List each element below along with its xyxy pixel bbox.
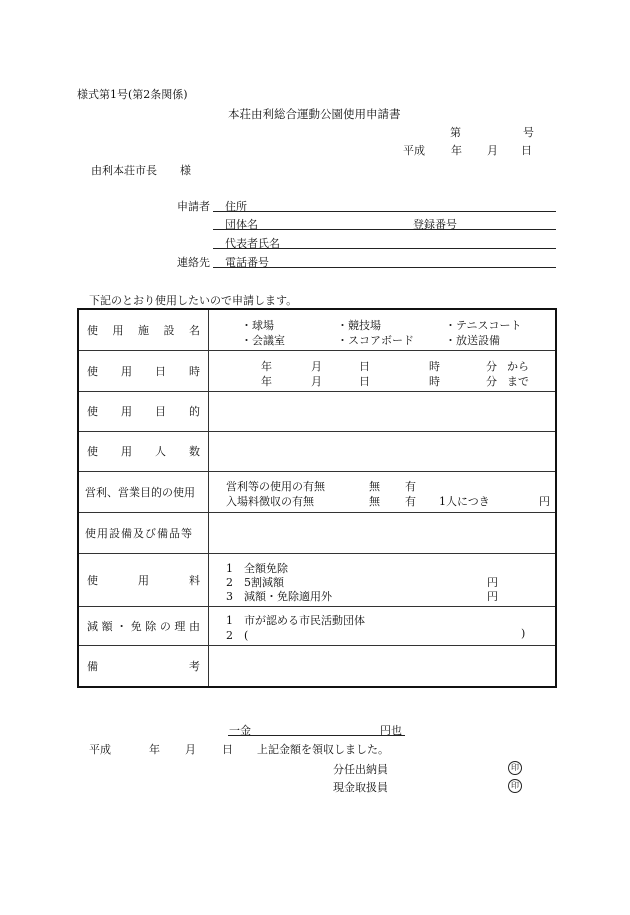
label-char: 施	[138, 323, 149, 337]
from-day: 日	[359, 360, 370, 373]
commercial-none-2[interactable]: 無	[369, 495, 380, 508]
fee-option-half[interactable]: 2 5割減額	[226, 576, 284, 589]
date-day: 日	[521, 144, 532, 157]
fee-na-yen: 円	[487, 590, 498, 603]
receipt-month: 月	[185, 743, 196, 756]
fee-label-cell	[78, 553, 209, 606]
commercial-label: 営利、営業目的の使用	[85, 485, 195, 499]
people-label-cell	[78, 431, 209, 471]
label-char: 使	[87, 323, 98, 337]
label-char: 由	[188, 619, 200, 633]
seal-mark-2: 印	[508, 779, 522, 793]
amount-suffix: 円也	[380, 724, 402, 737]
to-month: 月	[311, 375, 322, 388]
row-purpose	[78, 391, 556, 431]
document-title: 本荘由利総合運動公園使用申請書	[228, 107, 401, 121]
amount-underline	[228, 735, 405, 736]
facility-option-meeting-room[interactable]: ・会議室	[241, 334, 285, 348]
row-reason	[78, 606, 556, 645]
contact-label: 連絡先	[177, 256, 210, 269]
from-month: 月	[311, 360, 322, 373]
registration-number-label: 登録番号	[413, 218, 457, 231]
facility-option-ballpark[interactable]: ・球場	[241, 319, 274, 333]
facility-option-stadium[interactable]: ・競技場	[337, 319, 381, 333]
datetime-label-cell	[78, 350, 209, 391]
equipment-value-cell[interactable]	[209, 512, 557, 553]
label-char: 除	[145, 619, 157, 633]
reason-value-cell[interactable]	[209, 606, 557, 645]
reason-option-citizen-group[interactable]: 1 市が認める市民活動団体	[226, 614, 365, 627]
label-char: 料	[189, 573, 200, 587]
label-char: 免	[130, 619, 142, 633]
remarks-label-cell	[78, 645, 209, 687]
label-char: 人	[155, 445, 166, 458]
intro-text: 下記のとおり使用したいので申請します。	[89, 294, 298, 307]
official-2-seal	[508, 778, 522, 793]
admission-yen: 円	[539, 495, 550, 508]
row-commercial	[78, 471, 556, 512]
label-char: 使	[87, 405, 98, 418]
label-char: 考	[189, 659, 200, 673]
official-2-label: 現金取扱員	[333, 781, 388, 794]
representative-underline	[213, 248, 556, 249]
group-underline	[213, 229, 556, 230]
remarks-value-cell[interactable]	[209, 645, 557, 687]
date-era: 平成	[403, 144, 425, 157]
from-hour: 時	[429, 360, 440, 373]
row-facility	[78, 309, 556, 350]
receipt-year: 年	[149, 743, 160, 756]
reason-label-cell	[78, 606, 209, 645]
application-table	[77, 308, 557, 688]
addressee: 由利本荘市長	[91, 164, 157, 177]
from-minute: 分	[486, 360, 497, 373]
fee-half-yen: 円	[487, 576, 498, 589]
label-char: 使	[87, 445, 98, 458]
label-char: 設	[163, 323, 175, 337]
label-char: 目	[155, 405, 166, 418]
fee-option-full-exempt[interactable]: 1 全額免除	[226, 562, 288, 575]
row-datetime	[78, 350, 556, 391]
remarks-label	[79, 658, 208, 674]
doc-number-go: 号	[523, 126, 534, 139]
label-char: ・	[116, 619, 128, 633]
fee-value-cell[interactable]	[209, 553, 557, 606]
datetime-value-cell[interactable]	[209, 350, 557, 391]
commercial-value-cell[interactable]	[209, 471, 557, 512]
label-char: 額	[101, 619, 113, 633]
label-char: 名	[189, 323, 200, 337]
label-char: 使	[87, 573, 98, 587]
people-label	[79, 443, 208, 459]
reason-option-other-open[interactable]: 2 (	[226, 629, 249, 642]
address-underline	[213, 211, 556, 212]
seal-mark-1: 印	[508, 761, 522, 775]
label-char: 数	[189, 445, 200, 458]
receipt-day: 日	[222, 743, 233, 756]
commercial-none-1[interactable]: 無	[369, 480, 380, 493]
row-fee	[78, 553, 556, 606]
purpose-label-cell	[78, 391, 209, 431]
fee-label	[79, 572, 208, 588]
row-remarks	[78, 645, 556, 687]
label-char: 備	[87, 659, 98, 673]
to-day: 日	[359, 375, 370, 388]
commercial-label-cell	[78, 471, 209, 512]
label-char: 減	[87, 619, 98, 633]
official-1-seal	[508, 760, 522, 775]
label-char: 使	[87, 364, 98, 378]
facility-option-scoreboard[interactable]: ・スコアボード	[337, 334, 414, 348]
to-minute: 分	[486, 375, 497, 388]
label-char: 用	[121, 405, 132, 418]
representative-label: 代表者氏名	[225, 237, 280, 250]
commercial-yes-2[interactable]: 有	[405, 495, 416, 508]
receipt-era: 平成	[89, 743, 111, 756]
to-made: まで	[507, 375, 529, 388]
label-char: 用	[121, 364, 132, 378]
date-year: 年	[451, 144, 462, 157]
commercial-use-question: 営利等の使用の有無	[226, 480, 325, 493]
label-char: 用	[138, 573, 149, 587]
addressee-sama: 様	[180, 164, 191, 177]
purpose-value-cell[interactable]	[209, 391, 557, 431]
phone-underline	[213, 267, 556, 268]
label-char: 理	[174, 619, 186, 633]
equipment-label-cell	[78, 512, 209, 553]
from-kara: から	[507, 360, 529, 373]
facility-option-broadcast[interactable]: ・放送設備	[445, 334, 500, 348]
date-month: 月	[487, 144, 498, 157]
facility-label-cell	[78, 309, 209, 350]
label-char: 用	[121, 445, 132, 458]
applicant-label: 申請者	[177, 200, 210, 213]
to-hour: 時	[429, 375, 440, 388]
label-char: 的	[189, 405, 200, 418]
fee-option-not-applicable[interactable]: 3 減額・免除適用外	[226, 590, 332, 603]
facility-value-cell[interactable]	[209, 309, 557, 350]
address-label: 住所	[225, 200, 247, 213]
group-name-label: 団体名	[225, 218, 258, 231]
label-char: 用	[112, 323, 124, 337]
row-equipment	[78, 512, 556, 553]
per-person-label: 1人につき	[439, 495, 490, 508]
purpose-label	[79, 403, 208, 419]
amount-prefix: 一金	[229, 724, 251, 737]
row-people	[78, 431, 556, 471]
to-year: 年	[261, 375, 272, 388]
admission-fee-question: 入場料徴収の有無	[226, 495, 314, 508]
commercial-yes-1[interactable]: 有	[405, 480, 416, 493]
facility-label	[79, 322, 208, 338]
from-year: 年	[261, 360, 272, 373]
label-char: 日	[155, 364, 166, 378]
equipment-label: 使用設備及び備品等	[85, 526, 193, 540]
label-char: 時	[189, 364, 200, 378]
official-1-label: 分任出納員	[333, 763, 388, 776]
datetime-label	[79, 363, 208, 379]
reason-label	[79, 618, 208, 634]
receipt-statement: 上記金額を領収しました。	[257, 743, 389, 756]
facility-option-tennis[interactable]: ・テニスコート	[445, 319, 522, 333]
phone-label: 電話番号	[225, 256, 269, 269]
reason-option-other-close: )	[521, 627, 526, 640]
label-char: の	[159, 619, 171, 633]
doc-number-dai: 第	[450, 126, 461, 139]
form-number: 様式第1号(第2条関係)	[77, 88, 188, 101]
people-value-cell[interactable]	[209, 431, 557, 471]
